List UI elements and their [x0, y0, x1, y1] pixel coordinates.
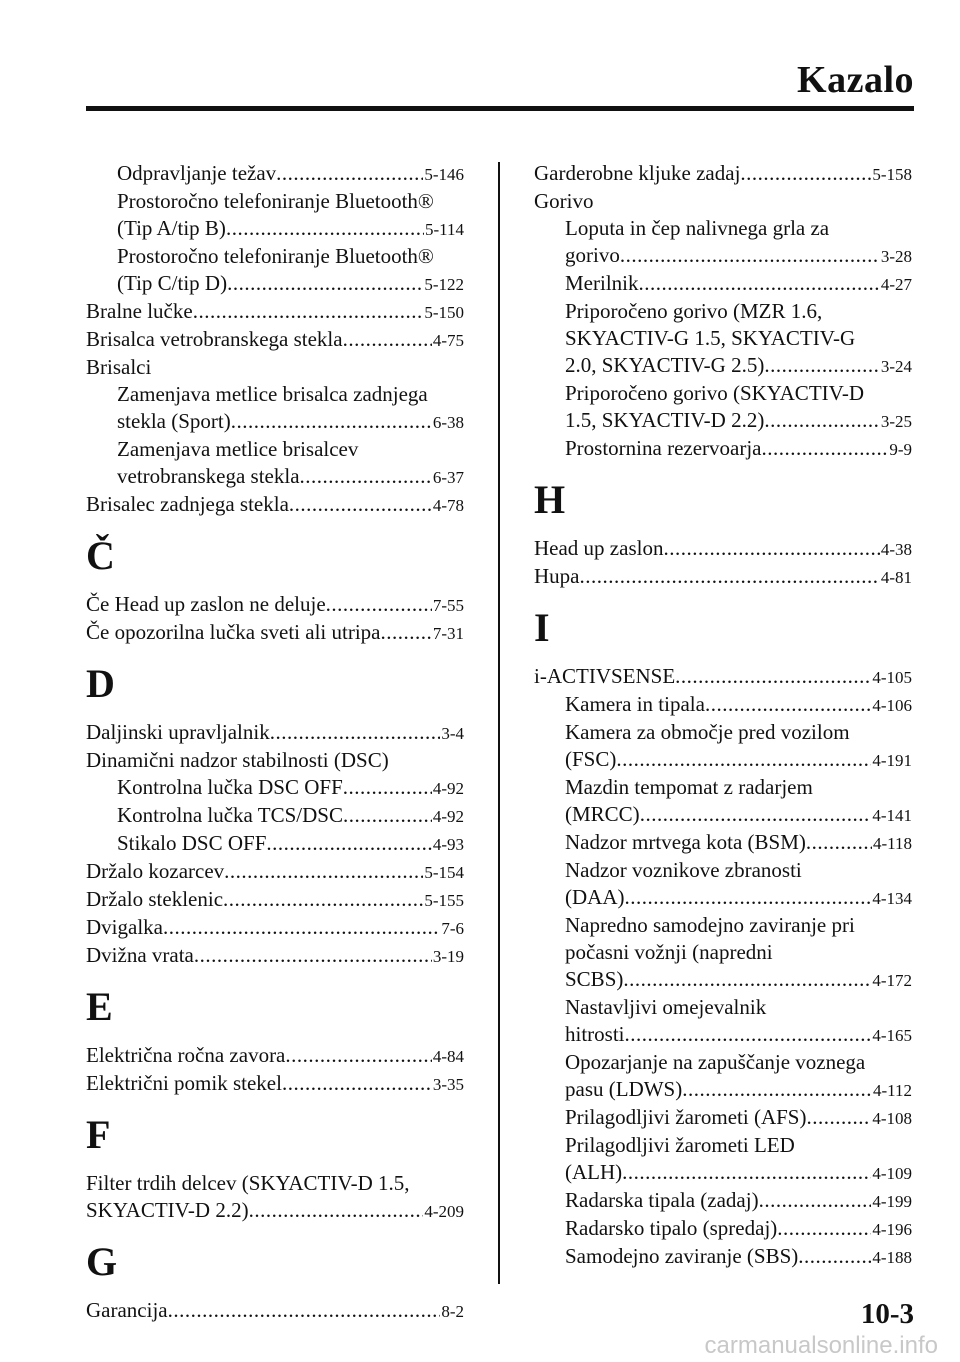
entry-label: i-ACTIVSENSE — [534, 664, 676, 688]
index-subentry-text: Mazdin tempomat z radarjem — [565, 775, 813, 799]
entry-label: Držalo kozarcev — [86, 859, 225, 883]
dot-leader — [381, 619, 432, 646]
entry-label: Radarska tipala (zadaj) — [565, 1188, 759, 1212]
entry-page-reference: 4-38 — [880, 540, 912, 559]
entry-label: gorivo — [565, 243, 620, 267]
index-entry — [86, 298, 464, 326]
index-subentry — [534, 691, 912, 719]
section-letter: I — [534, 605, 550, 650]
entry-label: (ALH) — [565, 1160, 623, 1184]
dot-leader — [663, 535, 879, 562]
dot-leader — [285, 1042, 431, 1069]
entry-label: (Tip C/tip D) — [117, 271, 228, 295]
entry-page-reference: 4-134 — [872, 889, 912, 908]
entry-label: Nadzor mrtvega kota (BSM) — [565, 830, 806, 854]
index-entry — [86, 619, 464, 647]
entry-label: Prilagodljivi žarometi (AFS) — [565, 1105, 807, 1129]
index-column-left — [86, 160, 464, 1325]
dot-leader — [193, 298, 424, 325]
dot-leader — [620, 242, 880, 269]
entry-page-reference: 4-93 — [432, 835, 464, 854]
entry-page-reference: 5-158 — [872, 165, 912, 184]
entry-page-reference: 5-146 — [424, 165, 464, 184]
watermark: carmanualsonline.info — [704, 1332, 938, 1359]
index-subentry — [86, 160, 464, 188]
index-subentry-text: Prostoročno telefoniranje Bluetooth® — [117, 189, 434, 213]
index-subentry — [534, 435, 912, 463]
entry-label: (FSC) — [565, 747, 617, 771]
index-entry — [86, 1070, 464, 1098]
dot-leader — [639, 270, 880, 297]
dot-leader — [806, 829, 872, 856]
index-subentry-text: Prilagodljivi žarometi LED — [565, 1133, 795, 1157]
entry-page-reference: 7-6 — [441, 919, 464, 938]
index-subentry — [534, 829, 912, 857]
entry-label: Držalo steklenic — [86, 887, 224, 911]
entry-page-reference: 4-188 — [872, 1248, 912, 1267]
entry-page-reference: 3-19 — [432, 947, 464, 966]
index-subentry-text: Priporočeno gorivo (SKYACTIV-D — [565, 381, 865, 405]
index-subentry — [534, 1104, 912, 1132]
entry-label: (MRCC) — [565, 802, 640, 826]
dot-leader — [798, 1243, 871, 1270]
index-entry — [86, 886, 464, 914]
index-subentry — [86, 463, 464, 491]
section-letter: D — [86, 661, 115, 706]
index-entry-heading: Dinamični nadzor stabilnosti (DSC) — [86, 748, 389, 772]
index-subentry-text: Prostoročno telefoniranje Bluetooth® — [117, 244, 434, 268]
dot-leader — [343, 802, 432, 829]
entry-page-reference: 5-154 — [424, 863, 464, 882]
entry-page-reference: 4-209 — [424, 1202, 464, 1221]
dot-leader — [227, 270, 423, 297]
entry-label: Kontrolna lučka TCS/DSC — [117, 803, 343, 827]
entry-label: Če opozorilna lučka sveti ali utripa — [86, 620, 381, 644]
dot-leader — [682, 1076, 872, 1103]
entry-label: pasu (LDWS) — [565, 1077, 683, 1101]
entry-label: 2.0, SKYACTIV-G 2.5) — [565, 353, 765, 377]
dot-leader — [226, 215, 424, 242]
section-letter: Č — [86, 533, 115, 578]
dot-leader — [224, 858, 423, 885]
entry-page-reference: 3-4 — [441, 724, 464, 743]
index-subentry-text: Zamenjava metlice brisalcev — [117, 437, 359, 461]
index-entry — [86, 942, 464, 970]
entry-label: Dvižna vrata — [86, 943, 194, 967]
section-letter: F — [86, 1112, 111, 1157]
entry-label: hitrosti — [565, 1022, 625, 1046]
entry-page-reference: 7-55 — [432, 596, 464, 615]
dot-leader — [168, 1297, 441, 1324]
dot-leader — [623, 966, 871, 993]
index-subentry — [534, 242, 912, 270]
dot-leader — [640, 801, 872, 828]
entry-label: Radarsko tipalo (spredaj) — [565, 1216, 778, 1240]
entry-page-reference: 4-199 — [872, 1192, 912, 1211]
index-entry — [86, 914, 464, 942]
entry-page-reference: 3-24 — [880, 357, 912, 376]
index-subentry — [534, 746, 912, 774]
entry-page-reference: 4-108 — [872, 1109, 912, 1128]
index-subentry — [534, 407, 912, 435]
entry-page-reference: 4-78 — [432, 496, 464, 515]
dot-leader — [740, 160, 871, 187]
index-subentry-text: Napredno samodejno zaviranje pri — [565, 913, 855, 937]
index-subentry-text: Opozarjanje na zapuščanje voznega — [565, 1050, 866, 1074]
dot-leader — [616, 746, 871, 773]
dot-leader — [270, 719, 441, 746]
dot-leader — [276, 160, 423, 187]
dot-leader — [806, 1104, 871, 1131]
entry-page-reference: 4-191 — [872, 751, 912, 770]
dot-leader — [764, 407, 880, 434]
column-divider — [498, 162, 500, 1284]
index-subentry — [86, 215, 464, 243]
entry-label: Bralne lučke — [86, 299, 193, 323]
index-subentry — [534, 1187, 912, 1215]
entry-label: Kontrolna lučka DSC OFF — [117, 775, 343, 799]
dot-leader — [762, 435, 889, 462]
entry-label: Če Head up zaslon ne deluje — [86, 592, 326, 616]
index-subentry — [86, 802, 464, 830]
dot-leader — [624, 884, 871, 911]
index-entry-heading: Brisalci — [86, 355, 152, 379]
section-letter: E — [86, 984, 113, 1029]
entry-page-reference: 4-92 — [432, 779, 464, 798]
index-subentry-text: počasni vožnji (napredni — [565, 940, 773, 964]
dot-leader — [705, 691, 871, 718]
entry-label: (DAA) — [565, 885, 625, 909]
entry-label: SCBS) — [565, 967, 624, 991]
entry-label: stekla (Sport) — [117, 409, 231, 433]
index-subentry — [534, 1076, 912, 1104]
dot-leader — [266, 830, 431, 857]
dot-leader — [759, 1187, 872, 1214]
entry-label: Garancija — [86, 1298, 168, 1322]
dot-leader — [163, 914, 440, 941]
dot-leader — [777, 1215, 871, 1242]
entry-label: 1.5, SKYACTIV-D 2.2) — [565, 408, 765, 432]
index-subentry-text: Priporočeno gorivo (MZR 1.6, — [565, 299, 823, 323]
header-rule — [86, 106, 914, 111]
entry-label: Brisalca vetrobranskega stekla — [86, 327, 343, 351]
index-column-right — [534, 160, 912, 1271]
index-entry — [534, 663, 912, 691]
index-subentry — [86, 408, 464, 436]
entry-page-reference: 4-27 — [880, 275, 912, 294]
entry-page-reference: 4-112 — [872, 1081, 912, 1100]
index-subentry — [534, 270, 912, 298]
entry-label: Head up zaslon — [534, 536, 664, 560]
dot-leader — [223, 886, 423, 913]
entry-label: Odpravljanje težav — [117, 161, 277, 185]
entry-label: Garderobne kljuke zadaj — [534, 161, 741, 185]
entry-label: vetrobranskega stekla — [117, 464, 300, 488]
index-subentry-text: Nadzor voznikove zbranosti — [565, 858, 802, 882]
entry-page-reference: 9-9 — [889, 440, 912, 459]
entry-page-reference: 6-38 — [432, 413, 464, 432]
entry-page-reference: 4-118 — [872, 834, 912, 853]
entry-label: Hupa — [534, 564, 580, 588]
index-subentry-text: Zamenjava metlice brisalca zadnjega — [117, 382, 428, 406]
entry-page-reference: 6-37 — [432, 468, 464, 487]
dot-leader — [249, 1197, 424, 1224]
dot-leader — [289, 491, 432, 518]
entry-page-reference: 8-2 — [441, 1302, 464, 1321]
entry-page-reference: 4-106 — [872, 696, 912, 715]
index-subentry — [534, 352, 912, 380]
dot-leader — [764, 352, 880, 379]
entry-label: Samodejno zaviranje (SBS) — [565, 1244, 799, 1268]
entry-page-reference: 3-28 — [880, 247, 912, 266]
index-entry — [86, 591, 464, 619]
entry-page-reference: 4-84 — [432, 1047, 464, 1066]
index-subentry-text: SKYACTIV-G 1.5, SKYACTIV-G — [565, 326, 856, 350]
index-subentry — [86, 774, 464, 802]
dot-leader — [231, 408, 432, 435]
entry-page-reference: 3-35 — [432, 1075, 464, 1094]
dot-leader — [580, 563, 880, 590]
dot-leader — [282, 1070, 432, 1097]
index-subentry-text: Loputa in čep nalivnega grla za — [565, 216, 830, 240]
index-entry — [86, 1042, 464, 1070]
entry-label: Brisalec zadnjega stekla — [86, 492, 289, 516]
dot-leader — [326, 591, 432, 618]
index-subentry-text: Kamera za območje pred vozilom — [565, 720, 850, 744]
entry-page-reference: 4-165 — [872, 1026, 912, 1045]
entry-page-reference: 4-75 — [432, 331, 464, 350]
index-subentry-text: Nastavljivi omejevalnik — [565, 995, 767, 1019]
index-entry — [534, 535, 912, 563]
entry-label: Električni pomik stekel — [86, 1071, 282, 1095]
entry-page-reference: 4-92 — [432, 807, 464, 826]
dot-leader — [300, 463, 432, 490]
entry-label: Stikalo DSC OFF — [117, 831, 267, 855]
dot-leader — [622, 1159, 871, 1186]
dot-leader — [343, 326, 432, 353]
index-entry — [86, 1297, 464, 1325]
dot-leader — [343, 774, 432, 801]
entry-label: Električna ročna zavora — [86, 1043, 286, 1067]
entry-label: (Tip A/tip B) — [117, 216, 226, 240]
index-subentry — [534, 1243, 912, 1271]
index-entry-heading: Filter trdih delcev (SKYACTIV-D 1.5, — [86, 1171, 410, 1195]
entry-page-reference: 3-25 — [880, 412, 912, 431]
index-entry — [86, 491, 464, 519]
page-number: 10-3 — [860, 1298, 914, 1330]
entry-page-reference: 4-141 — [872, 806, 912, 825]
entry-label: Merilnik — [565, 271, 639, 295]
entry-label: Daljinski upravljalnik — [86, 720, 270, 744]
index-entry — [534, 563, 912, 591]
entry-page-reference: 4-172 — [872, 971, 912, 990]
section-letter: G — [86, 1239, 118, 1284]
entry-page-reference: 4-109 — [872, 1164, 912, 1183]
entry-page-reference: 5-122 — [424, 275, 464, 294]
index-entry — [534, 160, 912, 188]
index-subentry — [534, 1021, 912, 1049]
index-entry — [86, 1197, 464, 1225]
entry-page-reference: 5-114 — [424, 220, 464, 239]
index-entry — [86, 858, 464, 886]
index-subentry — [86, 830, 464, 858]
section-letter: H — [534, 477, 566, 522]
dot-leader — [194, 942, 432, 969]
entry-label: Dvigalka — [86, 915, 163, 939]
entry-page-reference: 7-31 — [432, 624, 464, 643]
entry-page-reference: 5-150 — [424, 303, 464, 322]
entry-label: SKYACTIV-D 2.2) — [86, 1198, 249, 1222]
entry-label: Kamera in tipala — [565, 692, 705, 716]
dot-leader — [625, 1021, 872, 1048]
page-title: Kazalo — [797, 59, 914, 101]
index-entry — [86, 719, 464, 747]
entry-page-reference: 4-196 — [872, 1220, 912, 1239]
index-entry — [86, 326, 464, 354]
index-subentry — [534, 884, 912, 912]
index-subentry — [534, 966, 912, 994]
entry-page-reference: 4-105 — [872, 668, 912, 687]
index-subentry — [534, 1215, 912, 1243]
entry-page-reference: 4-81 — [880, 568, 912, 587]
index-subentry — [86, 270, 464, 298]
index-subentry — [534, 801, 912, 829]
dot-leader — [675, 663, 871, 690]
entry-page-reference: 5-155 — [424, 891, 464, 910]
entry-label: Prostornina rezervoarja — [565, 436, 762, 460]
index-subentry — [534, 1159, 912, 1187]
index-entry-heading: Gorivo — [534, 189, 594, 213]
